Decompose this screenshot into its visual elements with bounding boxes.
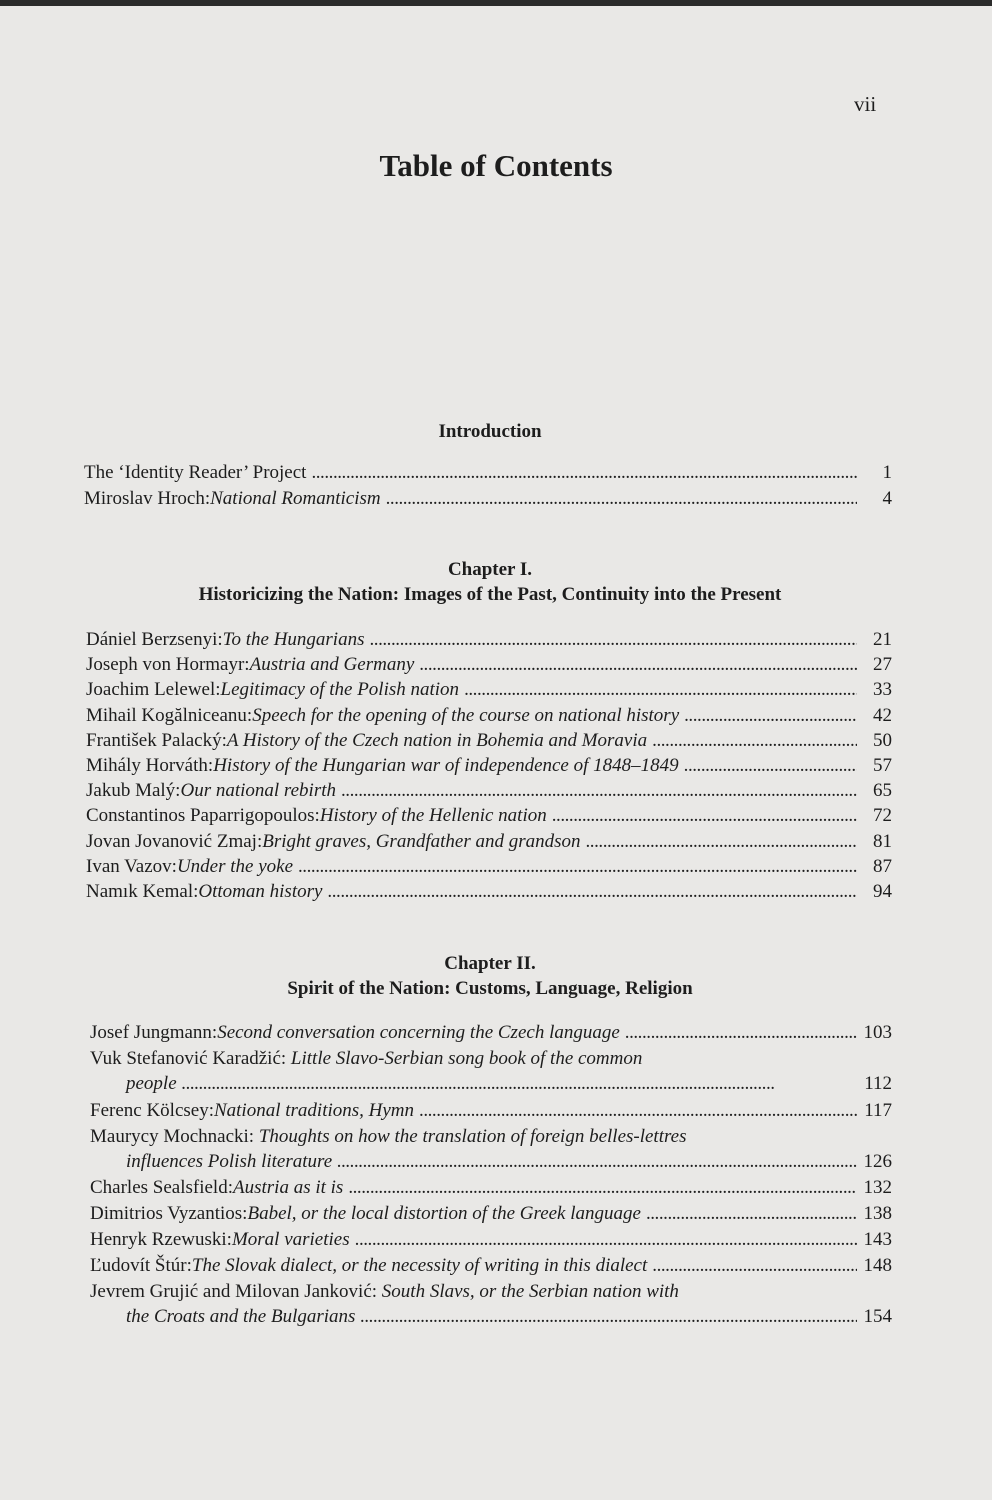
toc-entry [86, 854, 892, 879]
leader-dots [464, 677, 857, 702]
entry-work-continued: the Croats and the Bulgarians [126, 1306, 356, 1327]
entry-page: 148 [863, 1255, 892, 1277]
leader-dots [652, 728, 857, 753]
entry-work: Our national rebirth [180, 780, 336, 802]
entry-work: A History of the Czech nation in Bohemia and Moravia [226, 729, 648, 751]
toc-entry [86, 753, 892, 778]
entry-author: Charles Sealsfield: [90, 1177, 233, 1199]
leader-dots [348, 1175, 857, 1200]
entry-author: Miroslav Hroch: [84, 488, 211, 509]
entry-work: The Slovak dialect, or the necessity of writing in this dialect [191, 1255, 648, 1277]
entry-work: Under the yoke [176, 855, 293, 877]
entry-author: Mihály Horváth: [86, 755, 214, 776]
entry-work: Second conversation concerning the Czech language [217, 1022, 620, 1043]
entry-work: Speech for the opening of the course on national history [252, 704, 680, 726]
leader-dots [298, 854, 857, 879]
entry-author: František Palacký: [86, 729, 227, 751]
entry-page: 112 [864, 1072, 892, 1094]
entry-page: 33 [873, 679, 892, 701]
leader-dots [419, 1098, 857, 1123]
entry-page: 103 [863, 1022, 892, 1043]
entry-page: 132 [863, 1177, 892, 1199]
toc-entry [86, 778, 892, 803]
entry-author: Jovan Jovanović Zmaj: [86, 830, 263, 852]
entry-work-continued: people [126, 1072, 177, 1094]
entry-page: 21 [873, 629, 892, 650]
entry-author: Henryk Rzewuski: [90, 1229, 232, 1251]
entry-page: 126 [863, 1150, 892, 1172]
leader-dots [586, 829, 858, 854]
leader-dots [369, 627, 857, 652]
entry-work: Legitimacy of the Polish nation [220, 679, 460, 701]
entry-author: Jevrem Grujić and Milovan Janković: [90, 1281, 382, 1302]
entry-work: Babel, or the local distortion of the Greek language [247, 1203, 641, 1225]
entry-page: 87 [873, 855, 892, 877]
entry-work: History of the Hellenic nation [319, 805, 547, 827]
entry-author: Ľudovít Štúr: [90, 1255, 192, 1277]
toc-entry [90, 1227, 892, 1252]
entry-work-continued: influences Polish literature [126, 1150, 333, 1172]
toc-entry [86, 677, 892, 702]
entry-author: Ivan Vazov: [86, 855, 177, 877]
leader-dots [552, 803, 857, 828]
entry-page: 138 [863, 1203, 892, 1225]
entry-page: 65 [873, 780, 892, 802]
chapter-heading-2: Spirit of the Nation: Customs, Language, Religion [287, 978, 693, 999]
entry-page: 154 [863, 1306, 892, 1327]
toc-entry [90, 1175, 892, 1200]
toc-entry [86, 728, 892, 753]
entry-page: 94 [873, 881, 892, 902]
page-number: vii [854, 92, 877, 116]
chapter-label-2: Chapter II. [444, 953, 536, 974]
leader-dots [355, 1227, 857, 1252]
entry-work: National traditions, Hymn [213, 1099, 415, 1121]
entry-work: Austria as it is [233, 1177, 344, 1199]
entry-page: 4 [882, 488, 892, 509]
leader-dots [684, 703, 857, 728]
entry-page: 42 [873, 704, 892, 726]
entry-author: Constantinos Paparrigopoulos: [86, 805, 320, 827]
leader-dots [337, 1149, 857, 1174]
toc-entry [84, 486, 892, 511]
entry-author: Ferenc Kölcsey: [90, 1099, 214, 1121]
toc-entry [90, 1253, 892, 1278]
entry-work: Austria and Germany [249, 654, 415, 676]
entry-author: Dimitrios Vyzantios: [90, 1203, 248, 1225]
toc-entry [86, 803, 892, 828]
entry-work: South Slavs, or the Serbian nation with [381, 1281, 679, 1302]
toc-entry [86, 879, 892, 904]
entry-page: 72 [873, 805, 892, 827]
entry-author: Dániel Berzsenyi: [86, 629, 223, 650]
entry-work: Thoughts on how the translation of foreign belles-lettres [258, 1125, 687, 1147]
entry-work: To the Hungarians [222, 629, 365, 650]
page-title: Table of Contents [379, 148, 613, 183]
entry-author: Jakub Malý: [86, 780, 181, 802]
entry-author: Josef Jungmann: [90, 1022, 218, 1043]
leader-dots [419, 652, 857, 677]
entry-author: Joseph von Hormayr: [86, 654, 250, 676]
entry-author: The ‘Identity Reader’ Project [84, 462, 307, 483]
entry-page: 57 [873, 755, 892, 776]
leader-dots [646, 1201, 857, 1226]
leader-dots [652, 1253, 857, 1278]
toc-entry [90, 1046, 892, 1096]
leader-dots [327, 879, 857, 904]
leader-dots [625, 1020, 857, 1045]
entry-work: Bright graves, Grandfather and grandson [262, 830, 581, 852]
entry-work: History of the Hungarian war of independence of 1848–1849 [213, 755, 679, 776]
leader-dots [684, 753, 857, 778]
entry-work: Moral varieties [231, 1229, 350, 1251]
leader-dots [360, 1304, 857, 1329]
entry-page: 1 [882, 462, 892, 483]
toc-entry [86, 652, 892, 677]
entry-work: Little Slavo-Serbian song book of the common [290, 1047, 643, 1069]
toc-entry [90, 1201, 892, 1226]
entry-page: 81 [873, 830, 892, 852]
entry-page: 117 [864, 1099, 892, 1121]
top-edge-shadow [0, 0, 992, 6]
toc-entry [90, 1124, 892, 1174]
entry-author: Joachim Lelewel: [86, 679, 221, 701]
leader-dots [341, 778, 857, 803]
chapter-heading-1: Historicizing the Nation: Images of the Past, Continuity into the Present [198, 584, 782, 605]
toc-entry [84, 460, 892, 485]
leader-dots [311, 460, 857, 485]
leader-dots [386, 486, 857, 511]
entry-page: 50 [873, 729, 892, 751]
toc-entry [86, 829, 892, 854]
toc-entry [90, 1098, 892, 1123]
entry-work: Ottoman history [198, 881, 323, 902]
toc-entry [86, 703, 892, 728]
entry-page: 27 [873, 654, 892, 676]
entry-work: National Romanticism [210, 488, 381, 509]
entry-author: Namık Kemal: [86, 881, 199, 902]
toc-entry [86, 627, 892, 652]
toc-entry [90, 1020, 892, 1045]
leader-dots [182, 1071, 857, 1096]
toc-entry [90, 1279, 892, 1329]
entry-author: Mihail Kogălniceanu: [86, 704, 253, 726]
entry-page: 143 [863, 1229, 892, 1251]
chapter-label-1: Chapter I. [447, 559, 533, 580]
entry-author: Vuk Stefanović Karadžić: [90, 1047, 291, 1069]
entry-author: Maurycy Mochnacki: [90, 1125, 259, 1147]
section-heading-introduction: Introduction [438, 421, 542, 442]
